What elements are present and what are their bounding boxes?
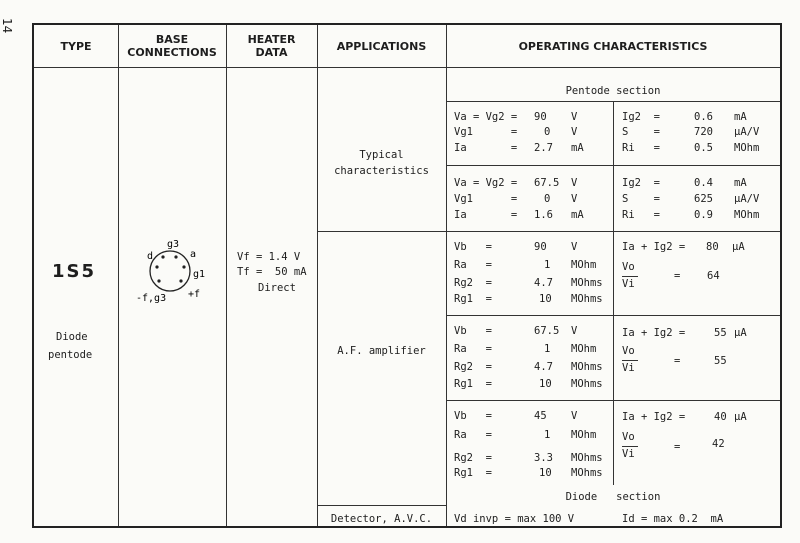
tube-type-name: 1S5 xyxy=(52,261,97,282)
header-base-connections: BASE CONNECTIONS xyxy=(127,33,217,59)
gain-numerator: Vo xyxy=(622,345,635,357)
param-label: Ra = xyxy=(454,259,492,271)
gain-denominator: Vi xyxy=(622,278,635,290)
param-unit: MOhms xyxy=(571,293,603,305)
param-value: 1 xyxy=(544,259,551,271)
gain-denominator: Vi xyxy=(622,362,635,374)
param-unit: mA xyxy=(734,111,747,123)
param-label: Rg2 = xyxy=(454,361,492,373)
param-value: 10 xyxy=(539,293,552,305)
param-label: Ra = xyxy=(454,429,492,441)
pin-label-f-g3: -f,g3 xyxy=(136,293,167,304)
param-value: 45 xyxy=(534,410,547,422)
param-unit: MOhms xyxy=(571,452,603,464)
param-value: 55 xyxy=(714,327,727,339)
param-unit: V xyxy=(571,177,578,189)
param-unit: µA xyxy=(734,327,747,339)
header-divider xyxy=(34,67,780,68)
param-unit: V xyxy=(571,410,578,422)
fraction-bar xyxy=(622,360,638,361)
param-label: Vb = xyxy=(454,410,492,422)
param-unit: mA xyxy=(571,209,584,221)
header-heater-data: HEATER DATA xyxy=(247,33,296,59)
divider xyxy=(317,25,318,526)
heater-vf: Vf = 1.4 V xyxy=(237,251,301,263)
gain-numerator: Vo xyxy=(622,431,635,443)
diode-id: Id = max 0.2 mA xyxy=(622,513,724,525)
tube-description-line2: pentode xyxy=(48,349,93,361)
param-label: S = xyxy=(622,193,660,205)
app-detector: Detector, A.V.C. xyxy=(330,513,433,525)
column-divider xyxy=(613,101,614,485)
param-value: 67.5 xyxy=(534,325,560,337)
param-label: Rg2 = xyxy=(454,452,492,464)
param-label: Ia + Ig2 = xyxy=(622,241,686,253)
divider xyxy=(226,25,227,526)
pentode-section-title: Pentode section xyxy=(565,85,661,97)
app-typical-line2: characteristics xyxy=(334,165,429,177)
pin-label-plus-f: +f xyxy=(188,289,201,300)
applications-divider xyxy=(317,505,446,506)
pin-label-g3-top: g3 xyxy=(167,239,180,250)
param-value: 720 xyxy=(694,126,713,138)
diode-vd: Vd invp = max 100 V xyxy=(454,513,575,525)
header-applications: APPLICATIONS xyxy=(336,39,427,53)
param-label: Va = Vg2 = xyxy=(454,111,518,123)
gain-value: 42 xyxy=(712,438,725,450)
param-value: 2.7 xyxy=(534,142,553,154)
gain-value: 64 xyxy=(707,270,720,282)
param-unit: MOhm xyxy=(571,259,597,271)
param-label: Ig2 = xyxy=(622,177,660,189)
fraction-bar xyxy=(622,276,638,277)
param-value: 80 xyxy=(706,241,719,253)
param-unit: MOhm xyxy=(571,343,597,355)
app-typical-line1: Typical xyxy=(359,149,404,161)
param-label: Ig2 = xyxy=(622,111,660,123)
param-label: Ri = xyxy=(622,209,660,221)
param-unit: mA xyxy=(734,177,747,189)
heater-tf: Tf = 50 mA xyxy=(237,266,307,278)
param-unit: MOhm xyxy=(734,209,760,221)
param-unit: µA xyxy=(732,241,745,253)
gain-numerator: Vo xyxy=(622,261,635,273)
param-label: Vg1 = xyxy=(454,193,518,205)
param-label: Rg1 = xyxy=(454,378,492,390)
param-value: 625 xyxy=(694,193,713,205)
param-label: Ia = xyxy=(454,209,518,221)
gain-value: 55 xyxy=(714,355,727,367)
param-unit: V xyxy=(571,325,578,337)
param-label: Ra = xyxy=(454,343,492,355)
param-value: 0.5 xyxy=(694,142,713,154)
heater-mode: Direct xyxy=(258,282,296,294)
param-value: 0.9 xyxy=(694,209,713,221)
gain-equals: = xyxy=(674,270,681,282)
param-label: Rg1 = xyxy=(454,467,492,479)
pin-label-a: a xyxy=(190,249,197,260)
diode-section-title: Diode section xyxy=(565,491,661,503)
header-type: TYPE xyxy=(60,39,92,53)
param-unit: MOhms xyxy=(571,277,603,289)
pin-label-g1: g1 xyxy=(193,269,206,280)
param-label: Vb = xyxy=(454,241,492,253)
param-unit: MOhms xyxy=(571,361,603,373)
param-value: 1 xyxy=(544,429,551,441)
param-value: 67.5 xyxy=(534,177,560,189)
param-label: Ia + Ig2 = xyxy=(622,411,686,423)
gain-denominator: Vi xyxy=(622,448,635,460)
param-value: 4.7 xyxy=(534,277,553,289)
param-value: 40 xyxy=(714,411,727,423)
param-value: 0.6 xyxy=(694,111,713,123)
header-operating-characteristics: OPERATING CHARACTERISTICS xyxy=(518,39,708,53)
page-number: 14 xyxy=(0,18,14,34)
param-unit: µA xyxy=(734,411,747,423)
param-unit: MOhms xyxy=(571,378,603,390)
param-unit: V xyxy=(571,241,578,253)
tube-description-line1: Diode xyxy=(56,331,88,343)
param-value: 1.6 xyxy=(534,209,553,221)
app-af-amplifier: A.F. amplifier xyxy=(337,345,426,357)
param-unit: V xyxy=(571,193,578,205)
gain-equals: = xyxy=(674,441,681,453)
param-unit: µA/V xyxy=(734,193,760,205)
param-label: Rg1 = xyxy=(454,293,492,305)
param-value: 0.4 xyxy=(694,177,713,189)
param-unit: V xyxy=(571,111,578,123)
param-value: 10 xyxy=(539,467,552,479)
fraction-bar xyxy=(622,446,638,447)
param-value: 3.3 xyxy=(534,452,553,464)
param-label: Rg2 = xyxy=(454,277,492,289)
param-value: 90 xyxy=(534,241,547,253)
param-unit: V xyxy=(571,126,578,138)
param-value: 10 xyxy=(539,378,552,390)
param-label: Ri = xyxy=(622,142,660,154)
param-unit: MOhm xyxy=(734,142,760,154)
param-unit: MOhms xyxy=(571,467,603,479)
applications-divider xyxy=(317,231,446,232)
param-unit: mA xyxy=(571,142,584,154)
param-label: Vg1 = xyxy=(454,126,518,138)
base-connection-diagram xyxy=(118,225,226,315)
param-value: 0 xyxy=(544,126,551,138)
param-unit: µA/V xyxy=(734,126,760,138)
param-value: 0 xyxy=(544,193,551,205)
tube-data-sheet xyxy=(32,23,782,528)
param-unit: MOhm xyxy=(571,429,597,441)
param-label: Ia + Ig2 = xyxy=(622,327,686,339)
param-label: Va = Vg2 = xyxy=(454,177,518,189)
param-label: Vb = xyxy=(454,325,492,337)
param-label: Ia = xyxy=(454,142,518,154)
param-value: 4.7 xyxy=(534,361,553,373)
param-value: 90 xyxy=(534,111,547,123)
param-value: 1 xyxy=(544,343,551,355)
gain-equals: = xyxy=(674,355,681,367)
pin-label-d: d xyxy=(147,251,154,262)
param-label: S = xyxy=(622,126,660,138)
